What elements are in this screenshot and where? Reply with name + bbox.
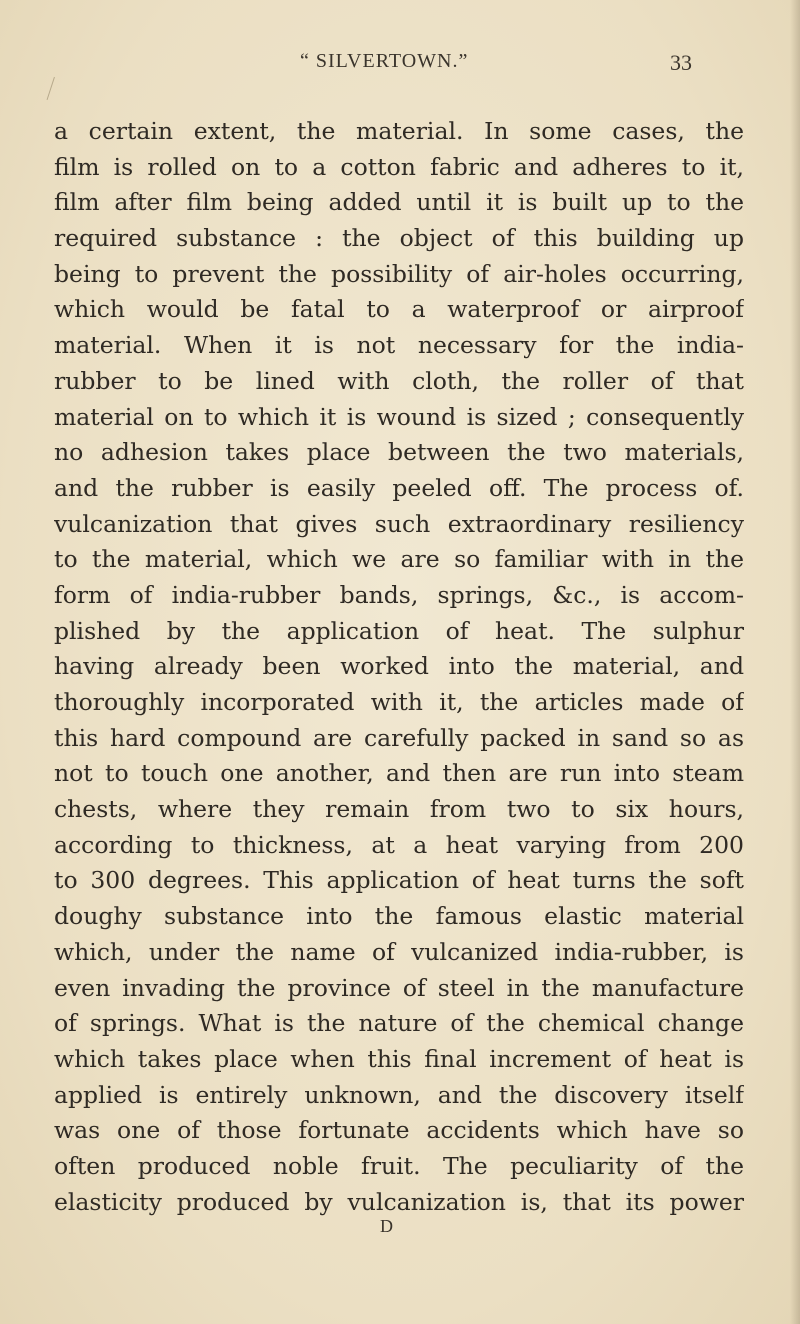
- text-line: material. When it is not necessary for the india-: [54, 331, 744, 360]
- body-text: [54, 114, 744, 1220]
- text-line: to the material, which we are so familiar with in the: [54, 545, 744, 574]
- text-line: being to prevent the possibility of air-holes occurring,: [54, 259, 744, 288]
- text-line: vulcanization that gives such extraordinary resiliency: [54, 509, 744, 538]
- text-line: of springs. What is the nature of the chemical change: [54, 1009, 744, 1038]
- text-line: required substance : the object of this building up: [54, 224, 744, 253]
- page-number: 33: [670, 50, 692, 75]
- text-line: doughy substance into the famous elastic material: [54, 902, 744, 931]
- signature-mark: D: [380, 1216, 393, 1236]
- text-line: film is rolled on to a cotton fabric and adheres to it,: [54, 152, 744, 181]
- text-line: elasticity produced by vulcanization is, that its power: [54, 1187, 744, 1216]
- text-line: form of india-rubber bands, springs, &c., is accom-: [54, 580, 744, 609]
- text-line: was one of those fortunate accidents which have so: [54, 1116, 744, 1145]
- text-line: to 300 degrees. This application of heat turns the soft: [54, 866, 744, 895]
- running-header-title: “ SILVERTOWN.”: [300, 50, 469, 72]
- text-line: rubber to be lined with cloth, the roller of that: [54, 366, 744, 395]
- text-line: having already been worked into the material, and: [54, 652, 744, 681]
- text-line: which, under the name of vulcanized india-rubber, is: [54, 937, 744, 966]
- text-line: this hard compound are carefully packed in sand so as: [54, 723, 744, 752]
- text-line: applied is entirely unknown, and the discovery itself: [54, 1080, 744, 1109]
- text-line: and the rubber is easily peeled off. The process of.: [54, 473, 744, 502]
- text-line: even invading the province of steel in the manufacture: [54, 973, 744, 1002]
- text-line: chests, where they remain from two to six hours,: [54, 795, 744, 824]
- page-edge-shadow: [790, 0, 800, 1324]
- text-line: often produced noble fruit. The peculiarity of the: [54, 1151, 744, 1180]
- text-line: film after film being added until it is built up to the: [54, 188, 744, 217]
- text-line: according to thickness, at a heat varying from 200: [54, 830, 744, 859]
- text-line: not to touch one another, and then are run into steam: [54, 759, 744, 788]
- page-corner-mark: [47, 77, 65, 103]
- text-line: material on to which it is wound is sized ; consequently: [54, 402, 744, 431]
- text-line: a certain extent, the material. In some cases, the: [54, 117, 744, 145]
- text-line: thoroughly incorporated with it, the articles made of: [54, 688, 744, 716]
- text-line: which would be fatal to a waterproof or airproof: [54, 295, 744, 324]
- text-line: plished by the application of heat. The sulphur: [54, 616, 744, 645]
- text-line: which takes place when this final increment of heat is: [54, 1044, 744, 1073]
- text-line: no adhesion takes place between the two materials,: [54, 438, 744, 467]
